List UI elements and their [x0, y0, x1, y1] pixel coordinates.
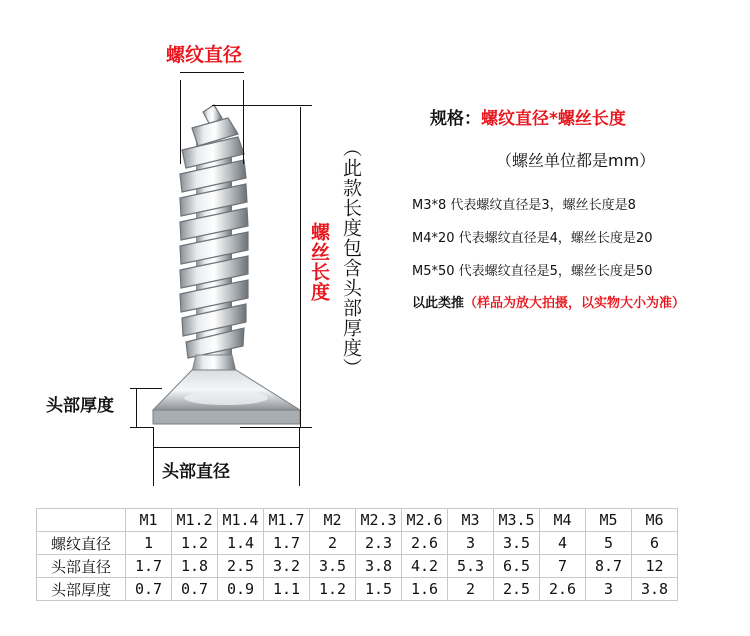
thread-diameter-left-line: [180, 80, 181, 164]
spec-footer: [412, 292, 685, 311]
spec-unit-note: （螺丝单位都是mm）: [496, 151, 656, 170]
table-cell: 3.5: [310, 555, 356, 578]
table-cell: 1.1: [264, 578, 310, 601]
table-cell: 1: [126, 532, 172, 555]
thread-diameter-label: 螺纹直径: [166, 44, 243, 66]
table-cell: 12: [632, 555, 678, 578]
table-cell: 1.8: [172, 555, 218, 578]
length-bottom-line: [240, 427, 312, 428]
table-cell: 2: [310, 532, 356, 555]
table-cell: 4: [540, 532, 586, 555]
table-cell: 1.6: [402, 578, 448, 601]
thread-length-label: 螺丝长度: [308, 222, 330, 302]
table-row: [37, 578, 678, 601]
table-cell: M5: [586, 509, 632, 532]
table-cell: 3.8: [356, 555, 402, 578]
spec-example-2: M4*20 代表螺纹直径是4，螺丝长度是20: [412, 231, 653, 246]
table-cell: 2.5: [218, 555, 264, 578]
table-cell: 2: [448, 578, 494, 601]
head-diameter-right-line: [299, 428, 300, 486]
head-thickness-line: [136, 388, 137, 428]
spec-footer-prefix: 以此类推: [412, 296, 465, 311]
spec-title: [430, 104, 626, 129]
table-header-row: [37, 509, 678, 532]
head-thickness-top-tick: [130, 388, 162, 389]
table-row-header: 螺纹直径: [37, 532, 126, 555]
table-cell: M6: [632, 509, 678, 532]
table-cell: 0.9: [218, 578, 264, 601]
table-cell: 2.5: [494, 578, 540, 601]
length-note-label: （此款长度包含头部厚度）: [340, 138, 362, 378]
length-top-line: [212, 105, 312, 106]
table-cell: [37, 509, 126, 532]
table-cell: 4.2: [402, 555, 448, 578]
spec-title-value: 螺纹直径*螺丝长度: [481, 109, 626, 129]
table-cell: 1.2: [310, 578, 356, 601]
spec-example-3: M5*50 代表螺纹直径是5，螺丝长度是50: [412, 264, 653, 279]
table-cell: 1.7: [264, 532, 310, 555]
table-cell: 1.5: [356, 578, 402, 601]
table-cell: M2.3: [356, 509, 402, 532]
table-cell: 2.3: [356, 532, 402, 555]
table-row-header: 头部厚度: [37, 578, 126, 601]
spec-footer-value: （样品为放大拍摄，以实物大小为准）: [464, 296, 686, 311]
head-diameter-left-line: [153, 428, 154, 486]
table-cell: M2: [310, 509, 356, 532]
table-cell: 1.7: [126, 555, 172, 578]
table-cell: 2.6: [402, 532, 448, 555]
table-cell: M3.5: [494, 509, 540, 532]
table-cell: M1.4: [218, 509, 264, 532]
table-row: [37, 555, 678, 578]
table-cell: 7: [540, 555, 586, 578]
head-thickness-label: 头部厚度: [46, 396, 114, 416]
table-cell: 3: [586, 578, 632, 601]
table-cell: 3.8: [632, 578, 678, 601]
table-cell: 5.3: [448, 555, 494, 578]
table-cell: 1.4: [218, 532, 264, 555]
table-cell: M3: [448, 509, 494, 532]
thread-diameter-arrow-line: [180, 72, 244, 73]
table-cell: 3: [448, 532, 494, 555]
table-cell: M4: [540, 509, 586, 532]
table-cell: 0.7: [126, 578, 172, 601]
table-cell: M1.7: [264, 509, 310, 532]
table-cell: 8.7: [586, 555, 632, 578]
table-cell: 6: [632, 532, 678, 555]
thread-diameter-right-line: [243, 80, 244, 164]
table-cell: M1: [126, 509, 172, 532]
table-row-header: 头部直径: [37, 555, 126, 578]
spec-table: [36, 508, 678, 601]
table-row: [37, 532, 678, 555]
length-vertical-line: [300, 107, 301, 427]
table-cell: M1.2: [172, 509, 218, 532]
table-cell: 1.2: [172, 532, 218, 555]
head-diameter-label: 头部直径: [162, 462, 230, 482]
table-cell: M2.6: [402, 509, 448, 532]
table-cell: 2.6: [540, 578, 586, 601]
head-diameter-arrow-line: [153, 447, 300, 448]
spec-example-1: M3*8 代表螺纹直径是3，螺丝长度是8: [412, 198, 636, 213]
table-cell: 6.5: [494, 555, 540, 578]
table-cell: 5: [586, 532, 632, 555]
table-cell: 3.5: [494, 532, 540, 555]
table-cell: 0.7: [172, 578, 218, 601]
spec-title-prefix: 规格：: [430, 109, 481, 129]
table-cell: 3.2: [264, 555, 310, 578]
head-thickness-bottom-tick: [130, 427, 154, 428]
